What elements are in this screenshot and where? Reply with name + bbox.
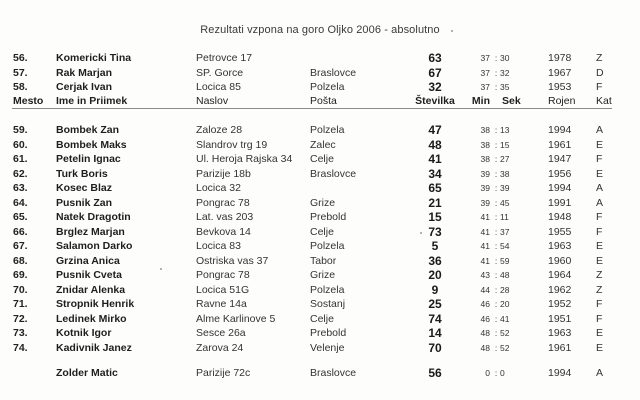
cell-address: Lat. vas 203 [196,211,254,223]
cell-separator: : [494,67,498,78]
cell-category: D [596,66,604,79]
cell-category: F [596,298,603,310]
cell-post: Braslovce [310,167,357,180]
cell-category: A [596,124,604,136]
cell-separator: : [494,241,498,251]
table-row [0,196,640,210]
header-sek: Sek [502,95,521,107]
cell-min: 41 [480,241,490,251]
cell-address: Ul. Heroja Rajska 34 [196,153,293,165]
cell-post: Prebold [310,211,347,223]
table-row [0,326,640,340]
cell-rank: 65. [13,211,28,223]
cell-name: Zolder Matic [56,367,118,379]
table-row [0,297,640,311]
cell-sec: 59 [500,255,510,266]
cell-separator: : [494,255,498,266]
cell-category: E [596,341,604,354]
cell-rank: 68. [13,254,28,267]
cell-year: 1963 [548,240,572,252]
cell-rank: 63. [13,182,28,194]
cell-separator: : [494,168,498,179]
header-kat: Kat [596,95,612,107]
cell-number: 65 [428,181,442,195]
cell-min: 37 [480,53,490,63]
cell-address: Zaloze 28 [196,124,243,136]
cell-address: Ravne 14a [196,298,247,310]
cell-separator: : [494,139,498,150]
cell-name: Ledinek Mirko [56,312,127,325]
table-row [0,225,640,239]
cell-name: Znidar Alenka [56,283,126,296]
cell-min: 39 [480,183,490,193]
cell-sec: 45 [500,197,510,208]
table-row [0,254,640,268]
cell-post: Grize [310,196,336,209]
cell-name: Petelin Ignac [56,153,121,165]
cell-sec: 52 [500,342,510,353]
table-header [0,94,640,108]
cell-min: 44 [480,284,490,295]
cell-separator: : [494,270,498,280]
cell-rank: 64. [13,196,28,209]
cell-min: 41 [480,255,490,266]
cell-name: Stropnik Henrik [56,298,135,310]
table-row [0,152,640,166]
cell-year: 1951 [548,312,572,325]
cell-rank: 57. [13,66,28,79]
header-rojen: Rojen [548,95,576,107]
cell-category: Z [596,52,603,64]
cell-address: Locica 51G [196,283,250,296]
cell-post: Celje [310,153,334,165]
cell-name: Turk Boris [56,167,108,180]
cell-sec: 30 [500,53,510,63]
cell-rank: 70. [13,283,28,296]
cell-number: 25 [428,297,442,311]
cell-rank: 61. [13,153,28,165]
cell-separator: : [494,226,498,237]
cell-post: Grize [310,269,336,281]
cell-separator: : [494,53,498,63]
cell-post: Tabor [310,254,337,267]
cell-sec: 13 [500,125,510,135]
cell-number: 73 [428,224,442,239]
cell-number: 67 [428,65,442,80]
cell-rank: 71. [13,298,28,310]
cell-rank: 58. [13,81,28,93]
cell-min: 48 [480,328,490,338]
table-row [0,283,640,297]
cell-rank: 74. [13,341,28,354]
cell-name: Komericki Tina [56,52,132,64]
cell-number: 41 [428,152,442,166]
cell-category: A [596,367,604,379]
cell-rank: 69. [13,269,28,281]
scan-speck [451,30,453,32]
cell-year: 1961 [548,138,572,151]
cell-separator: : [494,284,498,295]
cell-name: Kotnik Igor [56,327,112,339]
cell-number: 47 [428,123,442,137]
cell-post: Polzela [310,81,345,93]
cell-category: F [596,211,603,223]
header-min: Min [471,95,490,107]
cell-sec: 20 [500,299,510,309]
cell-post: Celje [310,312,334,325]
cell-year: 1963 [548,327,572,339]
cell-address: Locica 83 [196,240,241,252]
cell-category: F [596,81,603,93]
cell-category: F [596,312,603,325]
cell-number: 32 [428,80,442,94]
cell-category: E [596,254,604,267]
cell-category: Z [596,269,603,281]
table-row [0,210,640,224]
header-stevilka: Številka [415,95,455,107]
cell-rank: 56. [13,52,28,64]
cell-rank: 59. [13,124,28,136]
cell-year: 1960 [548,254,572,267]
table-row [0,51,640,65]
cell-min: 46 [480,299,490,309]
cell-category: A [596,196,604,209]
cell-name: Rak Marjan [56,66,113,79]
cell-address: Parizije 18b [196,167,251,180]
cell-name: Kosec Blaz [56,182,113,194]
cell-number: 74 [428,311,442,326]
cell-name: Salamon Darko [56,240,133,252]
cell-name: Bombek Zan [56,124,120,136]
table-row [0,312,640,326]
cell-number: 34 [428,166,442,181]
cell-min: 38 [480,125,490,135]
cell-address: Pongrac 78 [196,269,250,281]
cell-post: Braslovce [310,66,357,79]
cell-sec: 15 [500,139,510,150]
cell-min: 41 [480,212,490,222]
header-posta: Pošta [310,95,337,107]
cell-sec: 11 [500,212,509,222]
cell-rank: 67. [13,240,28,252]
cell-number: 36 [428,253,442,268]
cell-sec: 0 [500,368,505,378]
cell-min: 38 [480,139,490,150]
cell-sec: 35 [500,82,510,92]
cell-number: 21 [428,195,442,210]
cell-address: Bevkova 14 [196,225,251,238]
cell-category: E [596,138,604,151]
cell-min: 37 [480,67,490,78]
cell-name: Bombek Maks [56,138,127,151]
document-title: Rezultati vzpona na goro Oljko 2006 - absolutno [200,24,440,36]
cell-separator: : [494,299,498,309]
cell-separator: : [494,183,498,193]
cell-category: E [596,327,604,339]
cell-sec: 54 [500,241,510,251]
table-row [0,268,640,282]
cell-year: 1947 [548,153,572,165]
cell-post: Velenje [310,341,345,354]
cell-number: 14 [428,326,442,340]
cell-name: Pusnik Zan [56,196,113,209]
cell-number: 20 [428,268,442,282]
cell-post: Braslovce [310,367,357,379]
cell-year: 1956 [548,167,572,180]
cell-separator: : [494,82,498,92]
cell-rank: 73. [13,327,28,339]
cell-year: 1967 [548,66,572,79]
cell-name: Natek Dragotin [56,211,131,223]
cell-year: 1953 [548,81,572,93]
cell-sec: 37 [500,226,510,237]
scan-speck [160,268,162,270]
cell-year: 1994 [548,182,572,194]
cell-year: 1955 [548,225,572,238]
cell-year: 1961 [548,341,572,354]
cell-address: Slandrov trg 19 [196,138,268,151]
cell-category: Z [596,283,603,296]
header-divider [12,108,612,109]
cell-min: 41 [480,226,490,237]
table-row [0,181,640,195]
cell-post: Sostanj [310,298,346,310]
table-row [0,167,640,181]
cell-number: 15 [428,210,442,224]
cell-separator: : [494,212,498,222]
cell-name: Grzina Anica [56,254,120,267]
cell-min: 38 [480,154,490,164]
cell-number: 56 [428,366,442,380]
cell-min: 43 [480,270,490,280]
table-row [0,366,640,380]
cell-number: 9 [431,282,439,297]
cell-sec: 41 [500,313,510,324]
cell-sec: 27 [500,154,510,164]
cell-address: Alme Karlinove 5 [196,312,276,325]
table-row [0,239,640,253]
cell-address: SP. Gorce [196,66,244,79]
cell-post: Polzela [310,283,345,296]
cell-year: 1948 [548,211,572,223]
cell-separator: : [494,197,498,208]
cell-year: 1994 [548,367,572,379]
cell-min: 46 [480,313,490,324]
cell-min: 39 [480,197,490,208]
cell-category: E [596,167,604,180]
cell-separator: : [494,154,498,164]
cell-category: A [596,182,604,194]
cell-sec: 52 [500,328,510,338]
cell-year: 1964 [548,269,572,281]
cell-year: 1952 [548,298,572,310]
header-ime: Ime in Priimek [56,95,128,107]
cell-separator: : [494,368,498,378]
cell-address: Locica 85 [196,81,241,93]
cell-number: 5 [431,239,439,253]
table-row [0,80,640,94]
table-row [0,138,640,152]
cell-separator: : [494,342,498,353]
cell-address: Petrovce 17 [196,52,253,64]
cell-category: F [596,153,603,165]
cell-separator: : [494,313,498,324]
cell-min: 37 [480,82,490,92]
cell-name: Cerjak Ivan [56,81,113,93]
cell-sec: 48 [500,270,510,280]
cell-sec: 38 [500,168,510,179]
cell-number: 48 [428,137,442,152]
cell-post: Zalec [310,138,336,151]
header-mesto: Mesto [13,95,44,107]
cell-separator: : [494,125,498,135]
cell-rank: 72. [13,312,28,325]
table-row [0,341,640,355]
cell-sec: 39 [500,183,510,193]
cell-address: Zarova 24 [196,341,244,354]
cell-year: 1978 [548,52,572,64]
header-naslov: Naslov [196,95,229,107]
table-row [0,123,640,137]
cell-post: Prebold [310,327,347,339]
cell-address: Sesce 26a [196,327,246,339]
cell-min: 0 [485,368,490,378]
cell-address: Parizije 72c [196,367,251,379]
table-row [0,66,640,80]
cell-category: E [596,240,604,252]
cell-address: Pongrac 78 [196,196,250,209]
cell-year: 1991 [548,196,572,209]
cell-name: Pusnik Cveta [56,269,122,281]
cell-name: Kadivnik Janez [56,341,132,354]
cell-address: Locica 32 [196,182,241,194]
cell-year: 1994 [548,124,572,136]
cell-sec: 32 [500,67,510,78]
cell-address: Ostriska vas 37 [196,254,269,267]
cell-number: 63 [428,51,442,65]
cell-name: Brglez Marjan [56,225,125,238]
cell-number: 70 [428,340,442,355]
cell-min: 48 [480,342,490,353]
cell-post: Celje [310,225,334,238]
cell-sec: 28 [500,284,510,295]
cell-rank: 66. [13,225,28,238]
cell-year: 1962 [548,283,572,296]
cell-min: 39 [480,168,490,179]
scan-speck [420,232,422,234]
cell-category: F [596,225,603,238]
cell-rank: 62. [13,167,28,180]
cell-post: Polzela [310,124,345,136]
cell-post: Polzela [310,240,345,252]
cell-separator: : [494,328,498,338]
cell-rank: 60. [13,138,28,151]
